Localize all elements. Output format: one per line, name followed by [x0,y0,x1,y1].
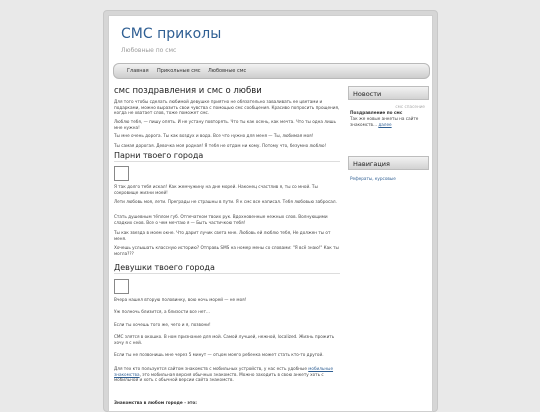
section-title-guys: Парни твоего города [114,151,340,162]
news-widget-header [348,86,429,100]
news-text-body: Так же новые анкеты на сайте знакомств... [350,116,419,127]
navigation-link[interactable]: Рефераты, курсовые [350,176,396,181]
sms-text: Ты как звезда в моем окне. Что дарит лучик света мне. Любовь ей люблю тебя, Не должен ты от меня. [114,230,331,241]
navigation-widget-title: Навигация [353,159,390,168]
sms-text: Я так долго тебя искал! Как жемчужину на дне морей. Наконец счастлив я, ты со мной. Ты сокровище жизни моей! [114,184,318,195]
news-widget-title: Новости [353,89,382,98]
site-description: Любовные по смс [121,47,177,54]
site-title[interactable]: СМС приколы [121,26,222,42]
mobile-dating-text-b: , это мобильная версия обычных знакомств. Можно заходить в свою анкету хоть с мобильной и хоть с обычной версии сайта знакомств. [114,371,324,382]
sms-text: Если ты хочешь того же, чего и я, позвони! [114,322,211,327]
mobile-dating-text-a: Для тех кто пользуется сайтом знакомств с мобильных устройств, у нас есть удобные [114,366,309,371]
page-container [108,15,433,412]
section-title-girls: Девушки твоего города [114,263,340,274]
sms-text: Вчера нашел вторую половинку, вою ночь морей — не моя! [114,297,247,302]
sms-text: Уж полночь близится, а близости все нет... [114,309,210,314]
sms-text: Ты мне очень дорога. Ты как воздух и вода. Все что нужно для меня — Ты, любимая моя! [114,133,314,138]
dating-label: Знакомства в любом городе - это: [114,400,197,405]
sms-text: Стать душевным тёплом губ. Отпечатком твоих рук. Вдохновенные нежных слов. Волнующими сладких снов. Все о чем мечтаю я — Быть частичкою тебя! [114,214,328,225]
navigation-widget-header [348,156,429,170]
news-more-link[interactable]: далее [378,121,392,127]
girl-avatar[interactable] [114,279,129,294]
sms-text: Если ты не позвонишь мне через 5 минут — отцом моего ребенка может стать кто-то другой. [114,352,324,357]
nav-item-home[interactable]: Главная [127,68,149,74]
guy-avatar[interactable] [114,166,129,181]
sms-text: Ты самая дорогая. Девочка моя родная! Я тебя не отдам ни кому. Потому что, безумно люблю! [114,143,327,148]
news-text [350,116,427,127]
sms-text: СМС злятся в окошко. В ном признание для мой. Самой лучшей, нежной, localized. Жизнь прожить хочу я с ней. [114,334,335,345]
intro-text: Для того чтобы сделать любимой девушке приятно не обязательно заваливать ее цветами и подарками, можно выразить свои чувства с помощью смс сообщения. Красиво попросить прощения, когда не хватает слов, тоже поможет смс. [114,99,340,115]
sms-text: Хочешь услышать классную историю? Отправь SMS на номер мены со словами: "Я всё знаю!" Как ты могла??? [114,245,339,256]
mobile-dating-text [114,366,340,383]
nav-item-love-sms[interactable]: Любовные смс [208,68,247,74]
sms-text: Люблю тебя, — пишу опять. И не устану повторять. Что ты как осень, как мечта. Что ты одна лишь мне нужна! [114,119,336,130]
main-nav [113,63,430,79]
nav-item-funny-sms[interactable]: Прикольные смс [157,68,201,74]
mobile-dating-link[interactable]: мобильные знакомства [114,366,334,377]
news-meta: смс спасение [395,104,425,109]
news-heading[interactable]: Поздравление по смс [350,110,403,115]
post-title[interactable]: смс поздравления и смс о любви [114,86,262,96]
sms-text: Лети любовь моя, лети. Преграды не страшны в пути. Я к смс все написал. Тебя любовью забросал. [114,199,337,204]
